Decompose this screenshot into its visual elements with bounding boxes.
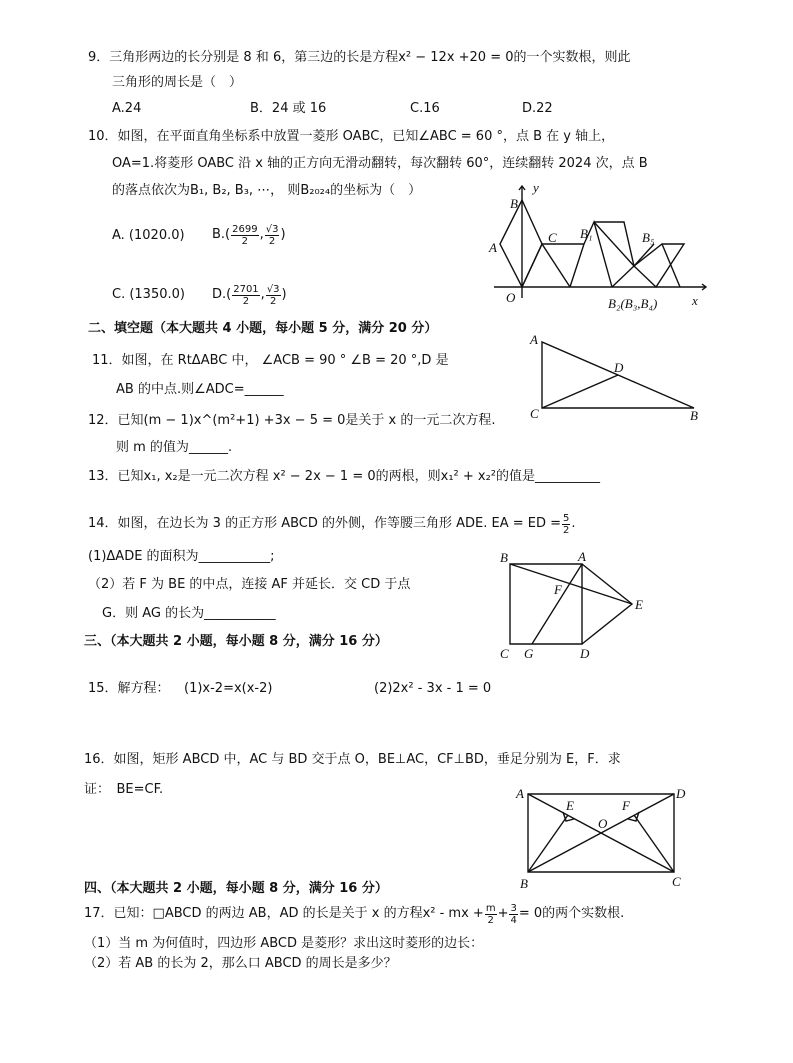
q11-line1: 11．如图，在 RtΔABC 中， ∠ACB = 90 ° ∠B = 20 °,D 是 bbox=[92, 353, 449, 368]
q16-line1: 16．如图，矩形 ABCD 中，AC 与 BD 交于点 O，BE⊥AC，CF⊥BD，垂足分别为 E，F．求 bbox=[84, 752, 621, 767]
q10-option-a: A. (1020.0) bbox=[112, 228, 185, 243]
q14-sub2b bbox=[102, 606, 276, 622]
q10-option-d-sep: , bbox=[260, 287, 265, 302]
q10-option-b-frac2 bbox=[265, 224, 280, 247]
q11-label-c: C bbox=[530, 406, 539, 421]
q10-label-c: C bbox=[548, 230, 557, 245]
q12-answer-blank: ______. bbox=[188, 440, 233, 455]
q13-line1 bbox=[88, 469, 600, 485]
q17-line1 bbox=[84, 902, 624, 926]
q10-option-b-close: ) bbox=[280, 227, 286, 242]
q16-label-c: C bbox=[672, 874, 681, 889]
q14-frac-den: 2 bbox=[563, 524, 570, 536]
q16-label-d: D bbox=[676, 786, 686, 801]
q10-label-x: x bbox=[692, 293, 698, 308]
q17-sub2: （2）若 AB 的长为 2，那么口 ABCD 的周长是多少？ bbox=[84, 956, 397, 971]
q17-frac2-den: 4 bbox=[510, 914, 517, 926]
q10-figure bbox=[484, 180, 714, 315]
q9-line1: 9．三角形两边的长分别是 8 和 6，第三边的长是方程x² − 12x +20 = 0的一个实数根，则此 bbox=[88, 50, 631, 65]
q10-option-d bbox=[212, 280, 287, 310]
q10-option-c: C. (1350.0) bbox=[112, 287, 185, 302]
q14-triangle-ade bbox=[582, 564, 632, 644]
q11-median-cd bbox=[542, 375, 618, 408]
q10-label-b1: B₁ bbox=[580, 226, 593, 241]
q10-line3: 的落点依次为B₁, B₂, B₃, ⋯， 则B₂₀₂₄的坐标为（ ） bbox=[112, 183, 422, 198]
q10-label-a: A bbox=[489, 240, 497, 255]
q10-label-y: y bbox=[533, 180, 539, 195]
section-3-title: 三、（本大题共 2 小题，每小题 8 分，满分 16 分） bbox=[84, 634, 388, 649]
q10-label-b: B bbox=[510, 196, 518, 211]
q10-option-d-den1: 2 bbox=[242, 295, 250, 307]
q10-rhombus-oabc bbox=[500, 200, 542, 287]
q14-label-c: C bbox=[500, 646, 509, 661]
q14-sub1-text: (1)ΔADE 的面积为 bbox=[88, 549, 199, 564]
q14-line1 bbox=[88, 512, 576, 536]
q9-option-c: C.16 bbox=[410, 101, 440, 116]
q17-fraction-1 bbox=[485, 903, 497, 926]
q10-option-d-prefix: D.( bbox=[212, 287, 232, 302]
q14-figure bbox=[498, 546, 658, 664]
q14-sub1 bbox=[88, 549, 274, 565]
q15-label: 15．解方程： bbox=[88, 681, 170, 696]
q12-line2 bbox=[116, 440, 232, 456]
q14-line1-text: 14．如图，在边长为 3 的正方形 ABCD 的外侧，作等腰三角形 ADE. EA = ED = bbox=[88, 516, 562, 531]
q11-answer-blank: ______ bbox=[244, 382, 284, 397]
q10-option-d-num1: 2701 bbox=[233, 283, 259, 295]
q16-label-f: F bbox=[622, 798, 630, 813]
q16-label-b: B bbox=[520, 876, 528, 891]
q14-frac-num: 5 bbox=[563, 512, 570, 524]
q11-label-a: A bbox=[530, 332, 538, 347]
q17-line1-text: 17．已知：□ABCD 的两边 AB，AD 的长是关于 x 的方程x² - mx + bbox=[84, 906, 484, 921]
q10-label-b2: B₂(B₃,B₄) bbox=[608, 296, 658, 311]
section-2-title: 二、填空题（本大题共 4 小题，每小题 5 分，满分 20 分） bbox=[88, 321, 438, 336]
q11-label-b: B bbox=[690, 408, 698, 423]
q10-option-b-prefix: B.( bbox=[212, 227, 231, 242]
q15-part2: (2)2x² - 3x - 1 = 0 bbox=[374, 681, 492, 696]
q10-rhombus-7 bbox=[662, 244, 680, 287]
q12-line1: 12．已知(m − 1)x^(m²+1) +3x − 5 = 0是关于 x 的一元二次方程. bbox=[88, 413, 496, 428]
q16-segment-cf bbox=[634, 815, 674, 872]
q11-figure bbox=[526, 330, 716, 422]
q11-line2 bbox=[116, 382, 284, 398]
q10-option-d-den2: 2 bbox=[269, 295, 277, 307]
q17-frac2-num: 3 bbox=[510, 902, 517, 914]
q9-option-d: D.22 bbox=[522, 101, 553, 116]
q9-option-b: B．24 或 16 bbox=[250, 101, 327, 116]
q14-line1-end: . bbox=[571, 516, 576, 531]
q10-option-b-sep: , bbox=[259, 227, 264, 242]
q17-sub1: （1）当 m 为何值时，四边形 ABCD 是菱形？求出这时菱形的边长： bbox=[84, 936, 484, 951]
q10-option-b bbox=[212, 220, 286, 250]
q14-label-a: A bbox=[578, 549, 586, 564]
q10-rhombus-9 bbox=[634, 244, 654, 266]
q11-line2-text: AB 的中点.则∠ADC= bbox=[116, 382, 245, 397]
q10-option-b-den2: 2 bbox=[268, 235, 276, 247]
q10-rhombus-6 bbox=[634, 244, 684, 287]
q14-label-d: D bbox=[580, 646, 590, 661]
q10-option-d-num2: √3 bbox=[266, 283, 280, 295]
q15-part1: (1)x-2=x(x-2) bbox=[184, 681, 273, 696]
q16-segment-be bbox=[528, 815, 568, 872]
q17-line1-end: = 0的两个实数根. bbox=[518, 906, 625, 921]
q10-option-b-num2: √3 bbox=[265, 223, 279, 235]
q16-label-e: E bbox=[566, 798, 574, 813]
q14-sub2: （2）若 F 为 BE 的中点，连接 AF 并延长．交 CD 于点 bbox=[88, 577, 411, 592]
q10-label-b5: B₅ bbox=[642, 230, 655, 245]
q16-line2: 证： BE=CF. bbox=[84, 782, 164, 797]
q10-option-b-frac1 bbox=[231, 224, 258, 247]
q17-frac1-den: 2 bbox=[487, 914, 494, 926]
q14-label-e: E bbox=[635, 597, 643, 612]
q10-line1: 10．如图，在平面直角坐标系中放置一菱形 OABC，已知∠ABC = 60 °，点 B 在 y 轴上， bbox=[88, 129, 615, 144]
q16-label-o: O bbox=[598, 816, 608, 831]
q14-label-b: B bbox=[500, 550, 508, 565]
q10-option-d-frac2 bbox=[266, 284, 281, 307]
q14-sub2-blank: ___________ bbox=[204, 606, 276, 621]
q17-plus: + bbox=[497, 906, 509, 921]
q14-segment-be bbox=[510, 564, 632, 604]
q10-option-b-num1: 2699 bbox=[232, 223, 258, 235]
q9-line2: 三角形的周长是（ ） bbox=[112, 75, 243, 90]
q14-segment-ag bbox=[532, 564, 582, 644]
q13-line1-text: 13．已知x₁, x₂是一元二次方程 x² − 2x − 1 = 0的两根，则x₁² + x₂²的值是 bbox=[88, 469, 536, 484]
q10-label-o: O bbox=[506, 290, 516, 305]
q11-label-d: D bbox=[614, 360, 624, 375]
q14-sub2b-text: G．则 AG 的长为 bbox=[102, 606, 205, 621]
q14-label-f: F bbox=[554, 582, 562, 597]
q17-fraction-2 bbox=[509, 903, 517, 926]
q10-option-d-close: ) bbox=[281, 287, 287, 302]
q14-label-g: G bbox=[524, 646, 534, 661]
q10-line2: OA=1.将菱形 OABC 沿 x 轴的正方向无滑动翻转，每次翻转 60°，连续翻转 2024 次，点 B bbox=[112, 156, 648, 171]
q14-sub1-blank: ___________; bbox=[198, 549, 275, 564]
q16-label-a: A bbox=[516, 786, 524, 801]
q10-rhombus-3 bbox=[542, 244, 584, 287]
q10-rhombus-5 bbox=[594, 222, 634, 287]
q17-frac1-num: m bbox=[485, 902, 496, 914]
q9-option-a: A.24 bbox=[112, 101, 142, 116]
q13-answer-blank: __________ bbox=[535, 469, 601, 484]
q10-rhombus-2 bbox=[522, 244, 570, 287]
q16-figure bbox=[512, 778, 692, 894]
section-4-title: 四、（本大题共 2 小题，每小题 8 分，满分 16 分） bbox=[84, 881, 388, 896]
q10-option-d-frac1 bbox=[232, 284, 259, 307]
q10-option-b-den1: 2 bbox=[241, 235, 249, 247]
q14-fraction bbox=[562, 513, 570, 536]
q12-line2-text: 则 m 的值为 bbox=[116, 440, 189, 455]
